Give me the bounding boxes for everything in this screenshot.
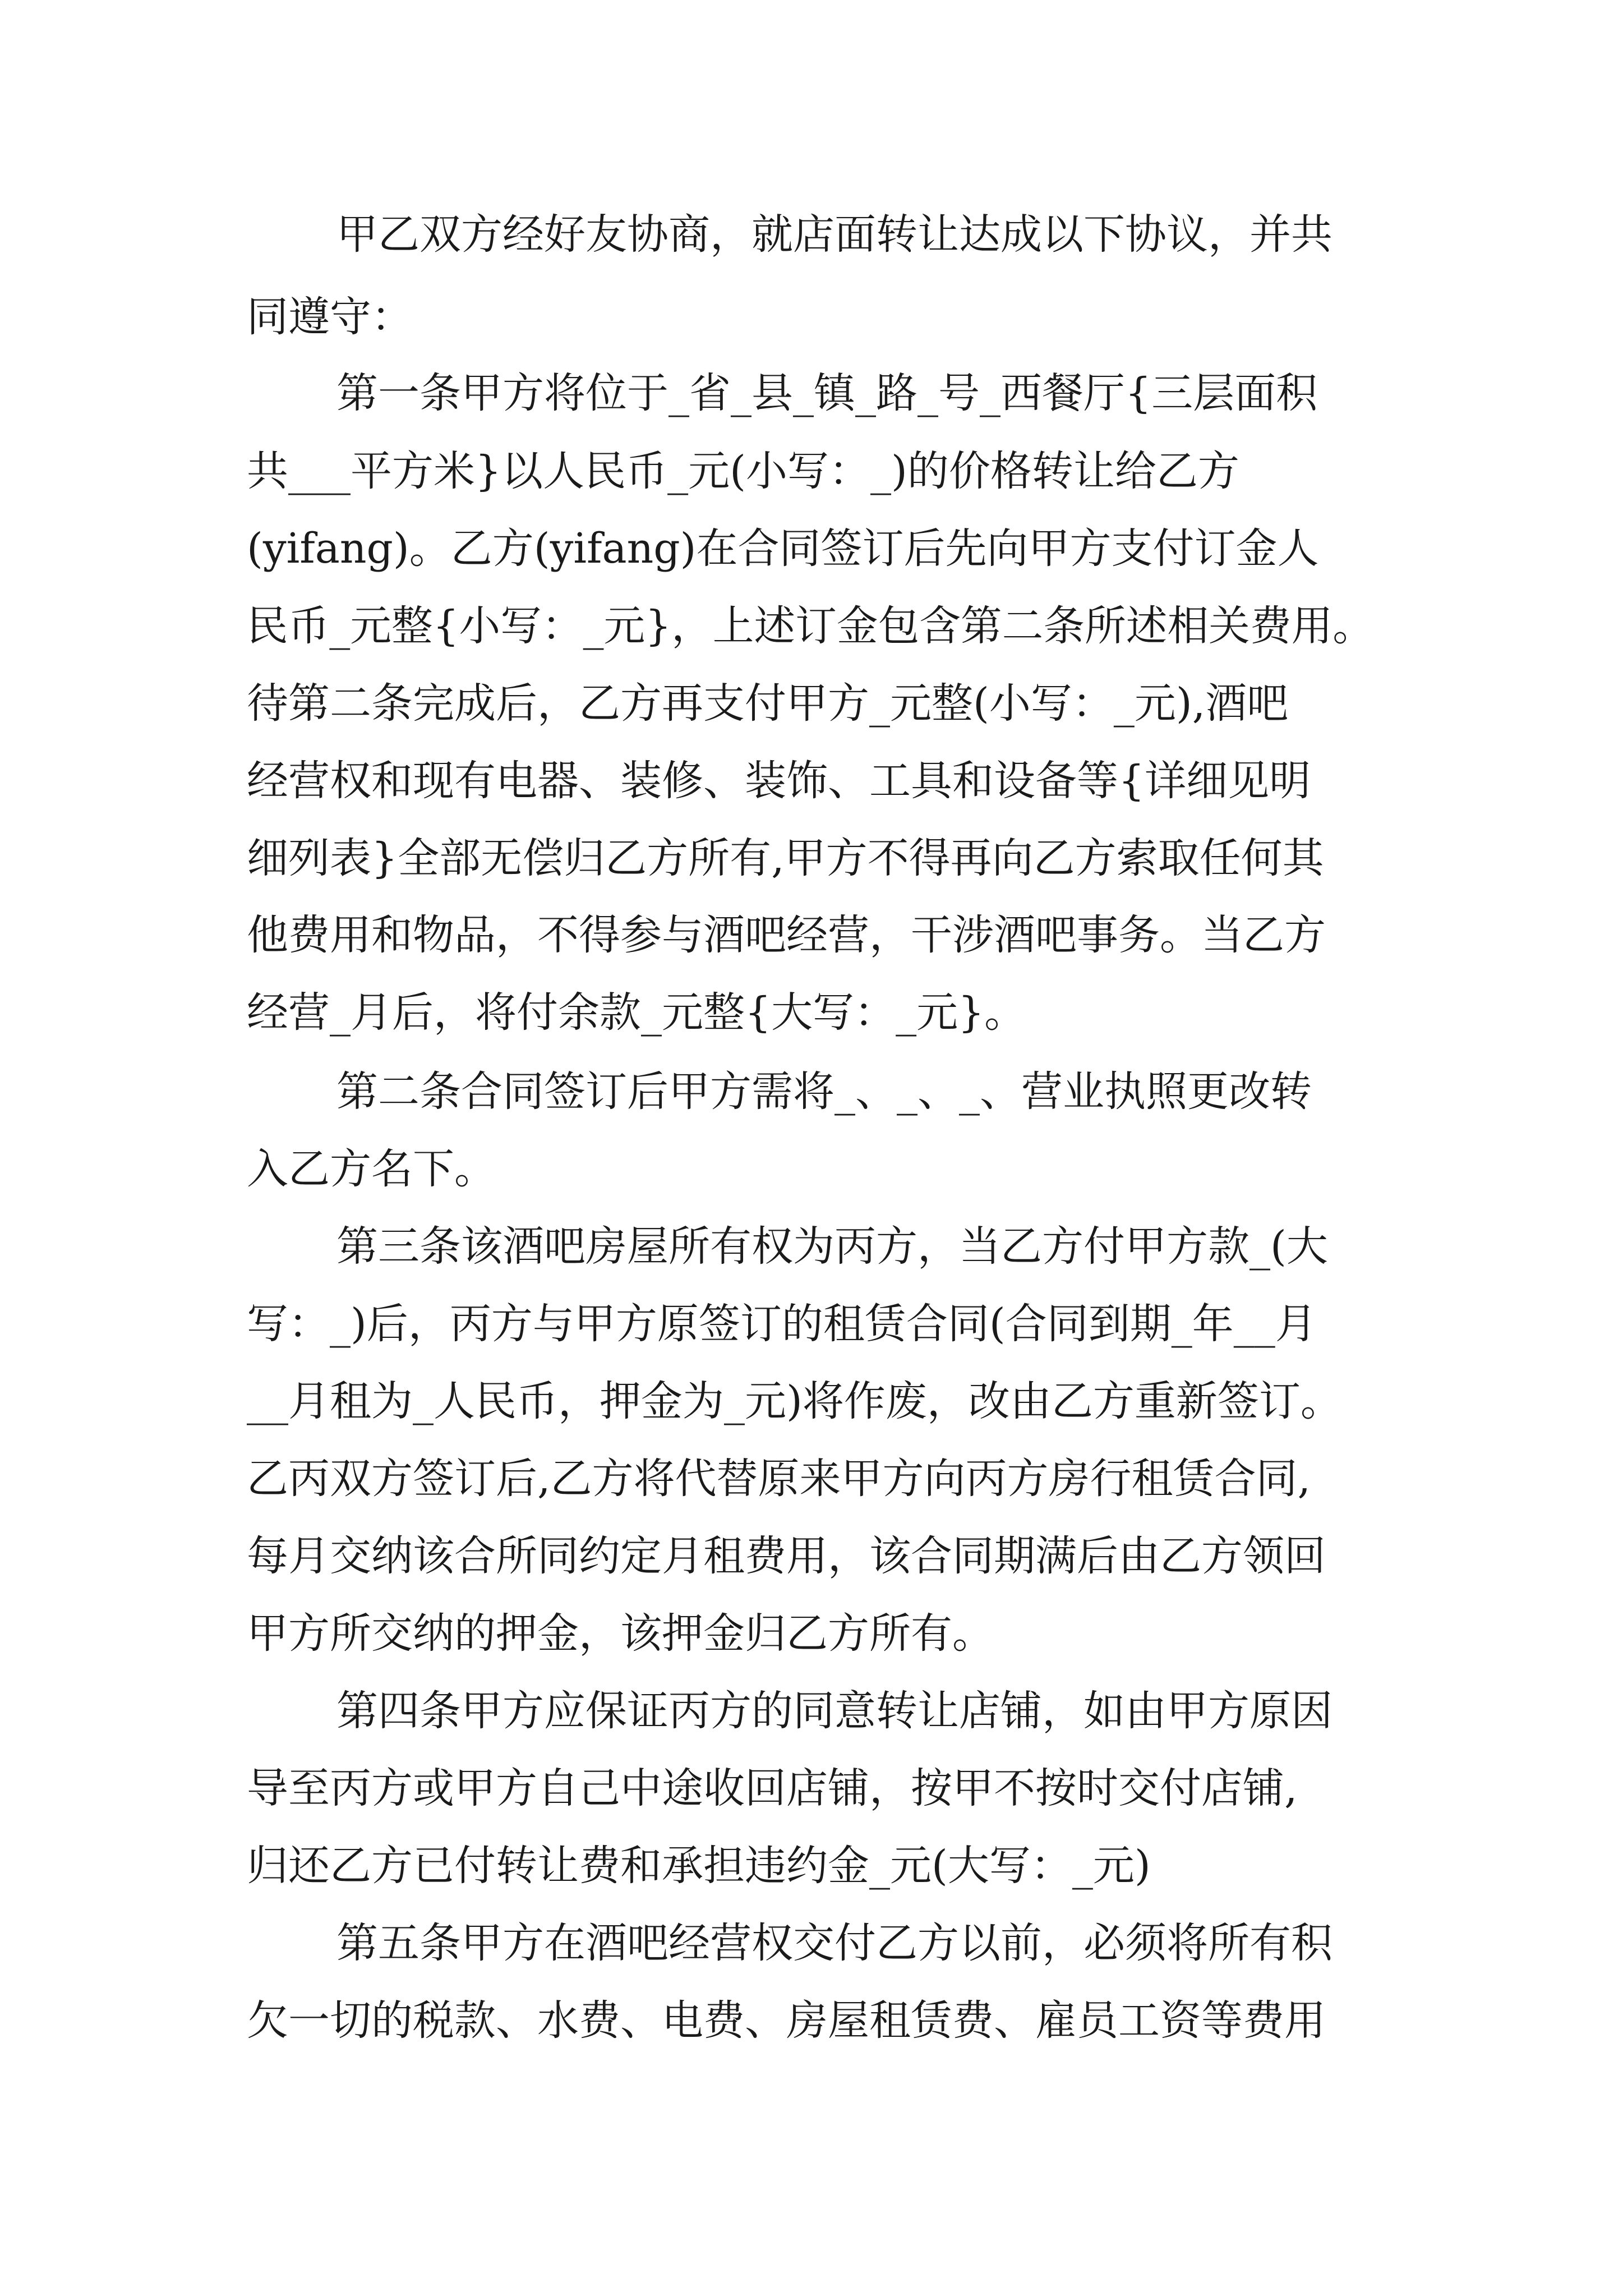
line-text: 第三条该酒吧房屋所有权为丙方，当乙方付甲方款_(大 [336, 1222, 1328, 1271]
text-line [0, 1285, 1623, 1363]
line-text: 第四条甲方应保证丙方的同意转让店铺，如由甲方原因 [336, 1687, 1332, 1735]
text-line [0, 1981, 1623, 2060]
text-line [0, 1826, 1623, 1905]
line-text: 他费用和物品，不得参与酒吧经营，干涉酒吧事务。当乙方 [247, 911, 1326, 959]
text-line [0, 1362, 1623, 1441]
line-text: 第一条甲方将位于_省_县_镇_路_号_西餐厅{三层面积 [336, 369, 1318, 417]
line-text: 乙丙双方签订后,乙方将代替原来甲方向丙方房行租赁合同, [247, 1455, 1311, 1503]
text-line [0, 1672, 1623, 1750]
text-line [0, 896, 1623, 974]
text-line [0, 664, 1623, 743]
line-text: 第五条甲方在酒吧经营权交付乙方以前，必须将所有积 [336, 1919, 1332, 1967]
text-line [0, 432, 1623, 510]
line-text: 甲方所交纳的押金，该押金归乙方所有。 [247, 1609, 994, 1658]
line-text: 归还乙方已付转让费和承担违约金_元(大写：_元) [247, 1842, 1151, 1890]
line-text: 甲乙双方经好友协商，就店面转让达成以下协议，并共 [336, 210, 1332, 259]
text-line [0, 509, 1623, 588]
line-text: 每月交纳该合所同约定月租费用，该合同期满后由乙方领回 [247, 1532, 1326, 1580]
text-line [0, 1130, 1623, 1208]
line-text: 共___平方米}以人民币_元(小写：_)的价格转让给乙方 [247, 447, 1239, 495]
line-text: 经营权和现有电器、装修、装饰、工具和设备等{详细见明 [247, 757, 1311, 805]
text-line [0, 587, 1623, 665]
text-line [0, 278, 1623, 356]
text-line [0, 1207, 1623, 1286]
text-line [0, 1904, 1623, 1982]
text-line [0, 1439, 1623, 1518]
line-text: 细列表}全部无偿归乙方所有,甲方不得再向乙方索取任何其 [247, 834, 1324, 882]
line-text: (yifang)。乙方(yifang)在合同签订后先向甲方支付订金人 [247, 524, 1319, 573]
line-text: 民币_元整{小写：_元}，上述订金包含第二条所述相关费用。 [247, 602, 1374, 650]
text-line [0, 354, 1623, 432]
text-line [0, 195, 1623, 274]
text-line [0, 1517, 1623, 1595]
text-line [0, 819, 1623, 898]
text-line [0, 1052, 1623, 1131]
line-text: 经营_月后，将付余款_元整{大写：_元}。 [247, 988, 1026, 1037]
line-text: 入乙方名下。 [247, 1145, 496, 1193]
text-line [0, 1749, 1623, 1828]
line-text: 写：_)后，丙方与甲方原签订的租赁合同(合同到期_年__月 [247, 1300, 1317, 1348]
text-line [0, 973, 1623, 1052]
text-line [0, 1594, 1623, 1673]
line-text: __月租为_人民币，押金为_元)将作废，改由乙方重新签订。 [247, 1377, 1342, 1425]
line-text: 导至丙方或甲方自己中途收回店铺，按甲不按时交付店铺, [247, 1764, 1298, 1812]
line-text: 同遵守： [247, 293, 413, 341]
line-text: 待第二条完成后，乙方再支付甲方_元整(小写：_元),酒吧 [247, 679, 1289, 728]
line-text: 第二条合同签订后甲方需将_、_、_、营业执照更改转 [336, 1068, 1312, 1116]
line-text: 欠一切的税款、水费、电费、房屋租赁费、雇员工资等费用 [247, 1996, 1326, 2045]
text-line [0, 742, 1623, 820]
